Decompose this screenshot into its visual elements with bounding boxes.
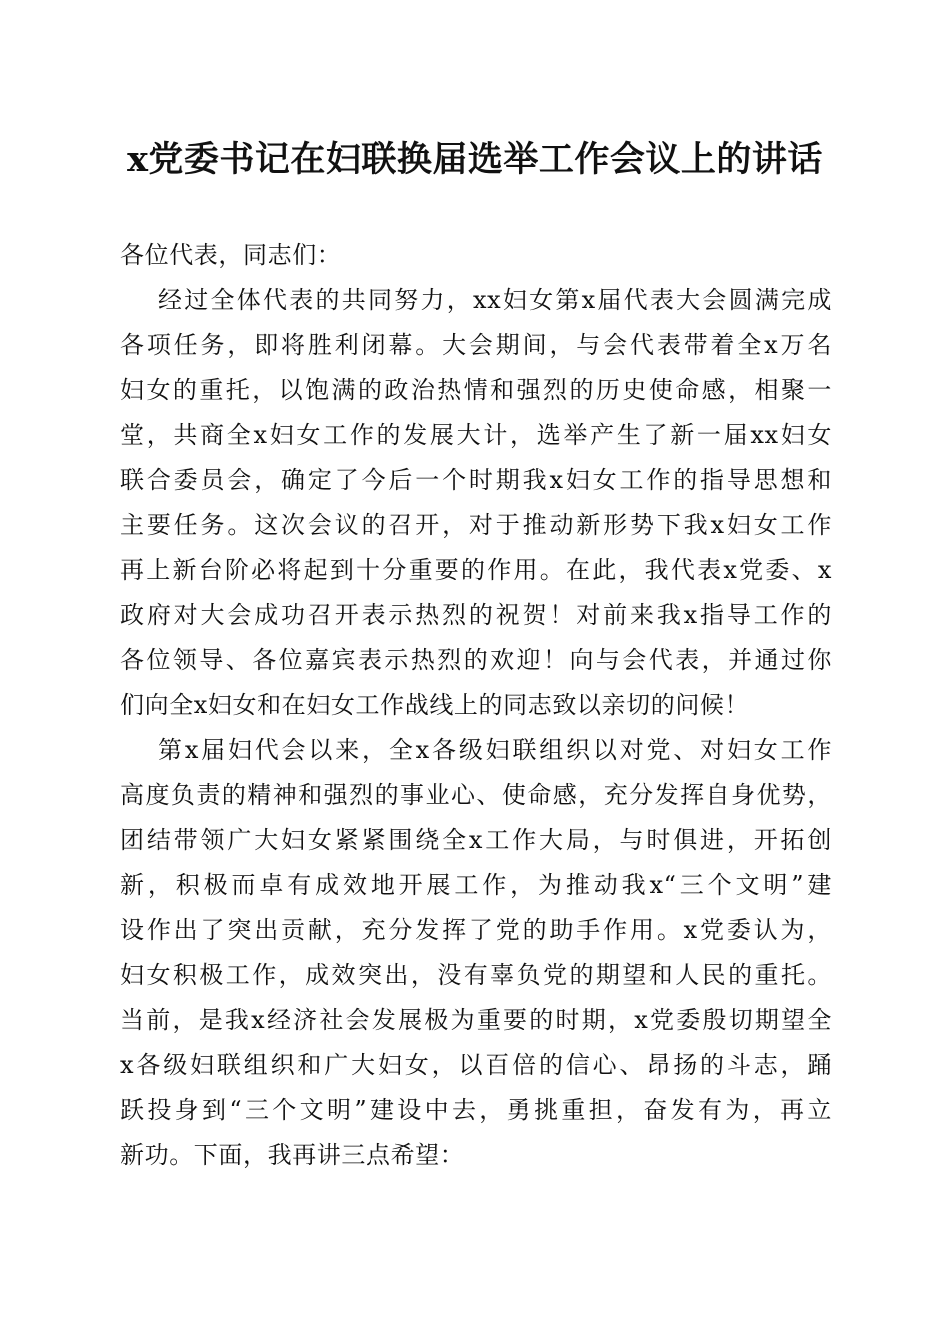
paragraph-line: 当前，是我x经济社会发展极为重要的时期，x党委殷切期望全	[120, 1006, 832, 1034]
paragraph-line: 经过全体代表的共同努力，xx妇女第x届代表大会圆满完成	[158, 286, 832, 314]
paragraph-line: 再上新台阶必将起到十分重要的作用。在此，我代表x党委、x	[120, 556, 832, 584]
paragraph-line: 团结带领广大妇女紧紧围绕全x工作大局，与时俱进，开拓创	[120, 826, 832, 854]
document-title: x党委书记在妇联换届选举工作会议上的讲话	[127, 139, 823, 180]
paragraph-line: 设作出了突出贡献，充分发挥了党的助手作用。x党委认为，	[120, 916, 832, 944]
paragraph-line: 堂，共商全x妇女工作的发展大计，选举产生了新一届xx妇女	[120, 421, 832, 449]
paragraph-1	[120, 278, 832, 728]
paragraph-line: 高度负责的精神和强烈的事业心、使命感，充分发挥自身优势，	[120, 781, 832, 809]
paragraph-line: 们向全x妇女和在妇女工作战线上的同志致以亲切的问候！	[120, 691, 750, 719]
paragraph-line: 各位领导、各位嘉宾表示热烈的欢迎！向与会代表，并通过你	[120, 646, 832, 674]
paragraph-line: 各项任务，即将胜利闭幕。大会期间，与会代表带着全x万名	[120, 331, 832, 359]
paragraph-line: 妇女的重托，以饱满的政治热情和强烈的历史使命感，相聚一	[120, 376, 832, 404]
document-body	[120, 233, 832, 1178]
paragraph-line: 政府对大会成功召开表示热烈的祝贺！对前来我x指导工作的	[120, 601, 832, 629]
paragraph-line: 跃投身到“三个文明”建设中去，勇挑重担，奋发有为，再立	[120, 1096, 832, 1124]
paragraph-line: 联合委员会，确定了今后一个时期我x妇女工作的指导思想和	[120, 466, 832, 494]
paragraph-line: x各级妇联组织和广大妇女，以百倍的信心、昂扬的斗志，踊	[120, 1051, 832, 1079]
paragraph-line: 新功。下面，我再讲三点希望：	[120, 1141, 465, 1169]
paragraph-line: 第x届妇代会以来，全x各级妇联组织以对党、对妇女工作	[158, 736, 832, 764]
paragraph-line: 妇女积极工作，成效突出，没有辜负党的期望和人民的重托。	[120, 961, 832, 989]
paragraph-line: 主要任务。这次会议的召开，对于推动新形势下我x妇女工作	[120, 511, 832, 539]
paragraph-line: 新，积极而卓有成效地开展工作，为推动我x“三个文明”建	[120, 871, 832, 899]
salutation: 各位代表，同志们：	[120, 241, 342, 269]
paragraph-2	[120, 728, 832, 1178]
